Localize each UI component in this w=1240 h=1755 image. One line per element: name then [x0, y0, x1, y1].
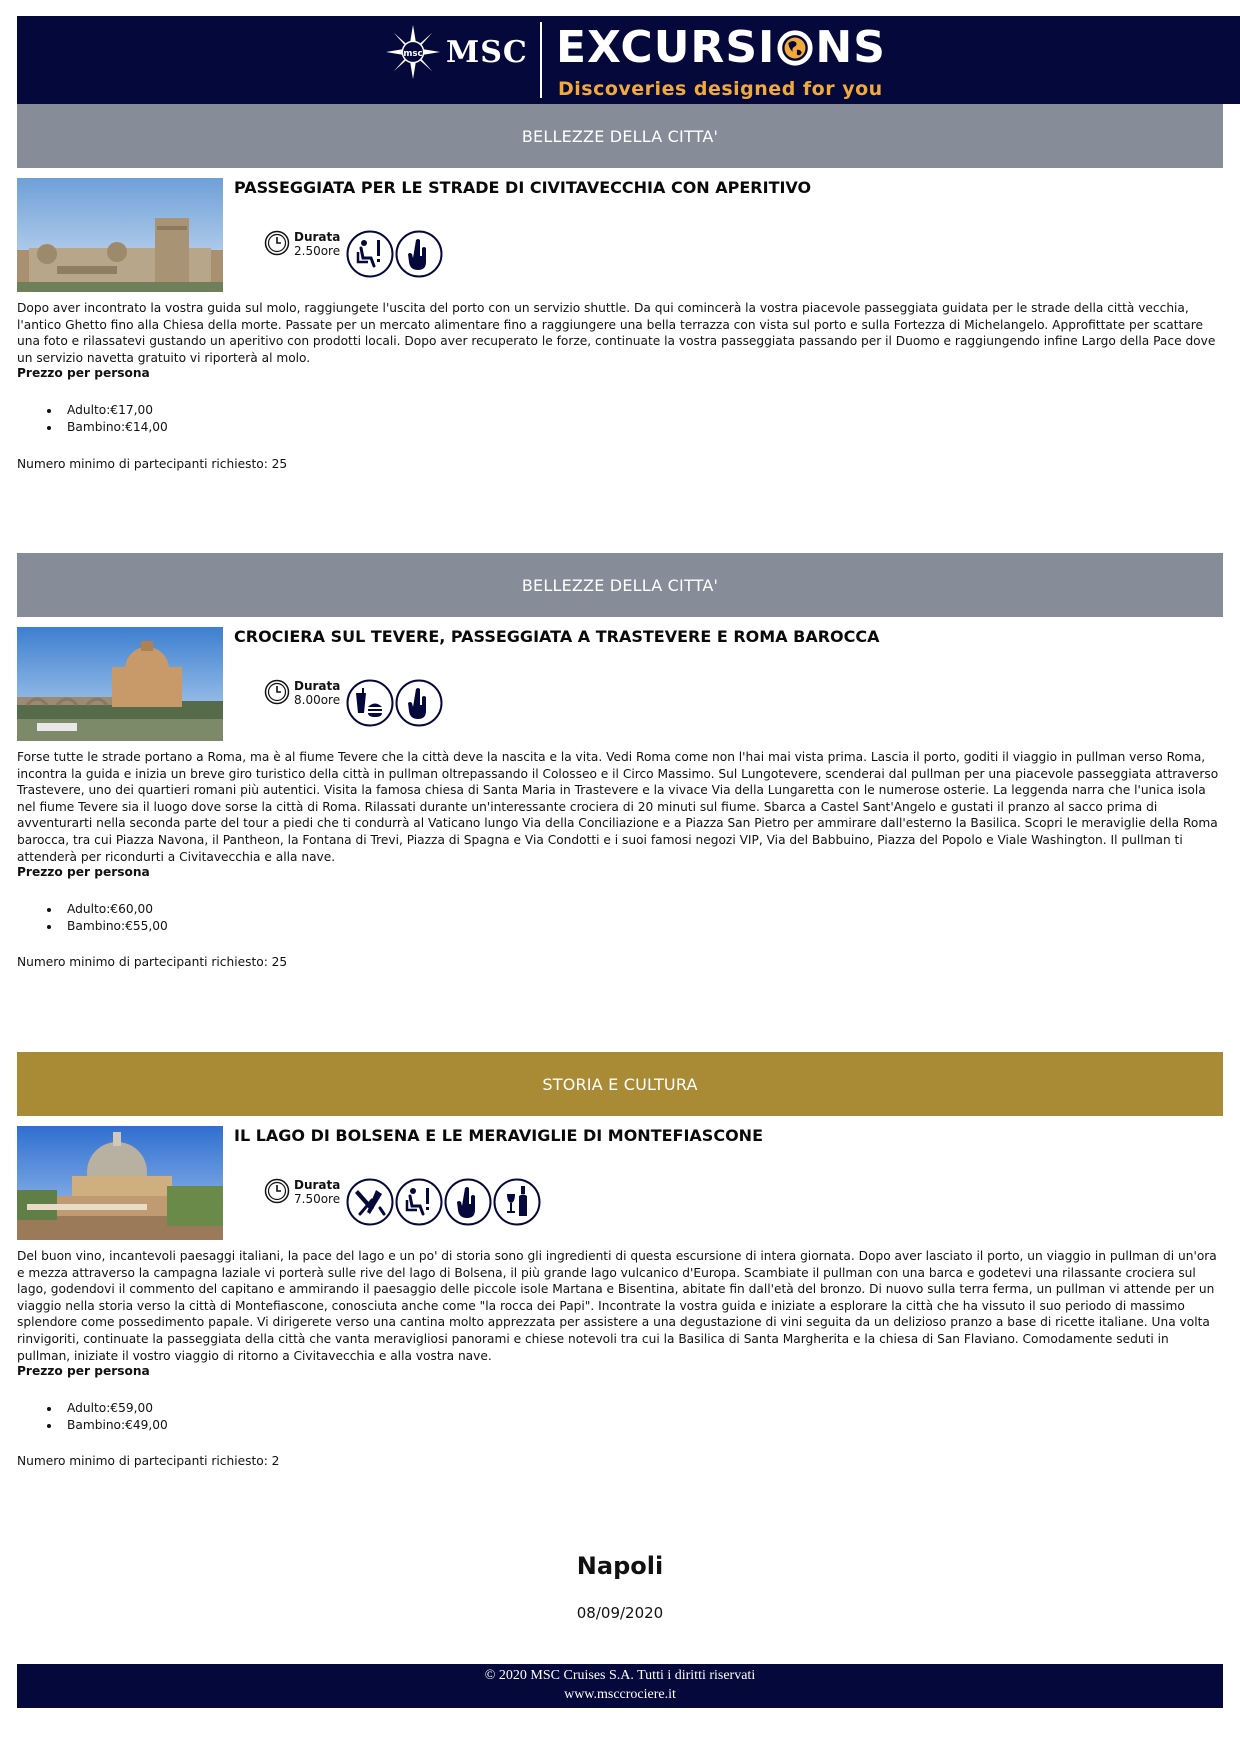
brand-name: MSC	[446, 34, 528, 70]
price-list	[17, 1400, 1223, 1433]
excursion-photo	[17, 627, 223, 741]
excursion-section	[17, 553, 1223, 969]
category-band: STORIA E CULTURA	[17, 1052, 1223, 1116]
duration: Durata 2.50ore	[264, 230, 340, 258]
price-list	[17, 901, 1223, 934]
excursion-photo	[17, 178, 223, 292]
category-band: BELLEZZE DELLA CITTA'	[17, 553, 1223, 617]
excursion-description: Del buon vino, incantevoli paesaggi italiani, la pace del lago e un po' di storia sono gli ingredienti di questa escursione di intera giornata. Dopo aver lasciato il porto, un viaggio in pullman di un'ora e mezza attraverso la campagna laziale vi porterà sulle rive del lago di Bolsena, il più grande lago vulcanico d'Europa. Scambiate il pullman con una barca e godetevi una rilassante crociera sul lago, godendovi il commento del capitano e ammirando il paesaggio delle piccole isole Martana e Bisentina, abitate fin dall'età del bronzo. Di nuovo sulla terra ferma, un pullman vi attende per un viaggio nella storia verso la città di Montefiascone, conosciuta anche come "la rocca dei Papi". Incontrate la vostra guida e iniziate a esplorare la città che ha vissuto il suo periodo di massimo splendore come possedimento papale. Vi dirigerete verso una cantina molto apprezzata per assistere a una degustazione di vini seguita da un delizioso pranzo a base di ricette italiane. Una volta rinvigoriti, continuate la passeggiata della città che vanta meravigliosi panorami e chiese notevoli tra cui la Basilica di Santa Margherita e la chiesa di San Flaviano. Comodamente seduti in pullman, iniziate il vostro viaggio di ritorno a Civitavecchia e alla vostra nave.	[17, 1249, 1217, 1363]
globe-icon	[776, 29, 814, 67]
clock-icon	[264, 230, 290, 256]
min-participants: Numero minimo di partecipanti richiesto: 25	[17, 456, 288, 471]
msc-logo	[384, 22, 534, 82]
activity-icons	[346, 679, 444, 727]
duration: Durata 8.00ore	[264, 679, 340, 707]
seated-guide-icon	[346, 230, 394, 278]
price-label: Prezzo per persona	[17, 865, 150, 880]
excursion-title: CROCIERA SUL TEVERE, PASSEGGIATA A TRASTEVERE E ROMA BAROCCA	[234, 627, 880, 646]
price-adult: • Adulto:€60,00	[61, 901, 1223, 918]
min-participants: Numero minimo di partecipanti richiesto: 25	[17, 955, 288, 970]
header-divider	[540, 22, 542, 98]
excursions-title: EXCURSI NS	[556, 22, 886, 73]
excursion-description: Forse tutte le strade portano a Roma, ma è al fiume Tevere che la città deve la nascita e la vita. Vedi Roma come non l'hai mai vista prima. Lascia il porto, goditi il viaggio in pullman verso Roma, incontra la guida e inizia un breve giro turistico della città in pullman oltrepassando il Colosseo e il Circo Massimo. Sul Lungotevere, scenderai dal pullman per una piacevole passeggiata attraverso Trastevere, uno dei quartieri romani più autentici. Visita la famosa chiesa di Santa Maria in Trastevere e la vivace Via della Lungaretta con le numerose osterie. La leggenda narra che l'unica isola nel fiume Tevere sia il luogo dove sorse la città di Roma. Rilassati durante un'interessante crociera di 20 minuti sul fiume. Sbarca a Castel Sant'Angelo e gustati il pranzo al sacco prima di avventurarti nella seconda parte del tour a piedi che ti condurrà al Vaticano lungo Via della Conciliazione e a Piazza San Pietro per ammirare dall'esterno la Basilica. Scopri le meraviglie della Roma barocca, tra cui Piazza Navona, il Pantheon, la Fontana di Trevi, Piazza di Spagna e Via Condotti e i suoi famosi negozi VIP, Via del Babbuino, Piazza del Popolo e Viale Washington. Il pullman ti attenderà per ricondurti a Civitavecchia e alla nave.	[17, 750, 1219, 864]
activity-icons	[346, 230, 444, 278]
compass-rose-icon	[384, 23, 442, 81]
easy-level-icon	[395, 230, 443, 278]
price-adult: • Adulto:€59,00	[61, 1400, 1223, 1417]
price-child: • Bambino:€14,00	[61, 419, 1223, 436]
easy-level-icon	[444, 1178, 492, 1226]
excursion-description: Dopo aver incontrato la vostra guida sul molo, raggiungete l'uscita del porto con un servizio shuttle. Da qui comincerà la vostra piacevole passeggiata guidata per le strade della città vecchia, l'antico Ghetto fino alla Chiesa della morte. Passate per un mercato alimentare fino a raggiungere una bella terrazza con vista sul porto e sulla Fortezza di Michelangelo. Approfittate per scattare una foto e rilassatevi gustando un aperitivo con prodotti locali. Dopo aver recuperato le forze, continuate la vostra passeggiata passando per il Duomo e raggiungendo infine Largo della Pace dove un servizio navetta gratuito vi riporterà al molo.	[17, 301, 1216, 365]
port-name: Napoli	[576, 1552, 664, 1580]
website-link[interactable]: www.msccrociere.it	[564, 1687, 676, 1702]
footer	[17, 1664, 1223, 1708]
min-participants: Numero minimo di partecipanti richiesto: 2	[17, 1454, 280, 1469]
price-child: • Bambino:€55,00	[61, 918, 1223, 935]
tagline: Discoveries designed for you	[558, 78, 883, 100]
price-list	[17, 402, 1223, 435]
excursion-section	[17, 1052, 1223, 1468]
port-date: 08/09/2020	[576, 1604, 664, 1622]
price-label: Prezzo per persona	[17, 1364, 150, 1379]
category-band: BELLEZZE DELLA CITTA'	[17, 104, 1223, 168]
price-label: Prezzo per persona	[17, 366, 150, 381]
excursion-photo	[17, 1126, 223, 1240]
clock-icon	[264, 1178, 290, 1204]
excursion-title: IL LAGO DI BOLSENA E LE MERAVIGLIE DI MONTEFIASCONE	[234, 1126, 763, 1145]
activity-icons	[346, 1178, 542, 1226]
meal-icon	[346, 1178, 394, 1226]
clock-icon	[264, 679, 290, 705]
seated-guide-icon	[395, 1178, 443, 1226]
easy-level-icon	[395, 679, 443, 727]
svg-text:msc: msc	[403, 48, 423, 59]
excursion-section	[17, 104, 1223, 471]
snack-drink-icon	[346, 679, 394, 727]
copyright-text: © 2020 MSC Cruises S.A. Tutti i diritti riservati	[484, 1668, 756, 1683]
price-child: • Bambino:€49,00	[61, 1417, 1223, 1434]
wine-tasting-icon	[493, 1178, 541, 1226]
excursion-title: PASSEGGIATA PER LE STRADE DI CIVITAVECCHIA CON APERITIVO	[234, 178, 812, 197]
price-adult: • Adulto:€17,00	[61, 402, 1223, 419]
duration: Durata 7.50ore	[264, 1178, 340, 1206]
